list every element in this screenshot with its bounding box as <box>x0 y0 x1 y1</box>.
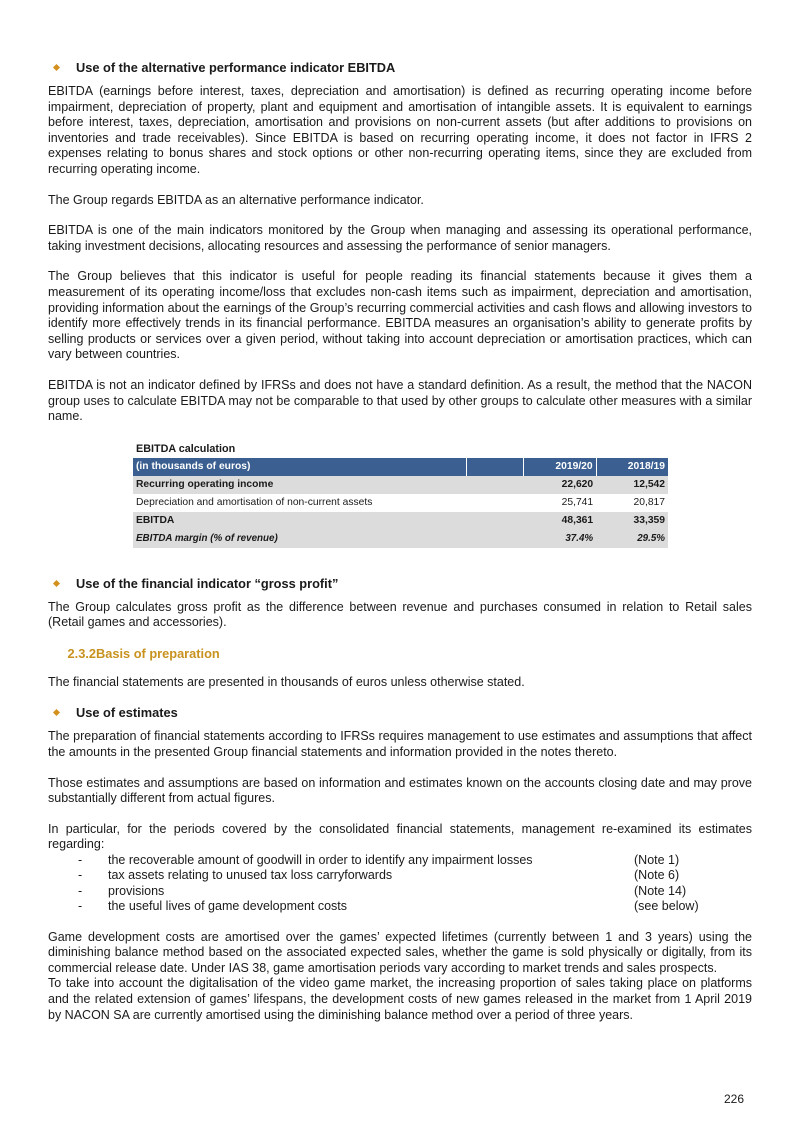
row-label: EBITDA <box>133 512 466 530</box>
table-row <box>133 530 668 548</box>
row-value-2018-19: 33,359 <box>596 512 668 530</box>
page-content <box>48 60 752 1023</box>
estimates-list <box>48 853 752 915</box>
list-item-note: (Note 1) <box>634 853 680 868</box>
digitalisation-paragraph: To take into account the digitalisation of the video game market, the increasing proportion of sales taking place on platforms and the related extension of games’ lifespans, the development costs of new games released in the market from 1 April 2019 by NACON SA are currently amortised using the diminishing balance method over a period of three years. <box>48 976 752 1022</box>
table-header-2018-19: 2018/19 <box>596 458 668 476</box>
list-item-text: provisions <box>108 883 165 898</box>
list-item <box>48 884 752 899</box>
ebitda-regard-paragraph: The Group regards EBITDA as an alternative performance indicator. <box>48 192 424 207</box>
table-header-2019-20: 2019/20 <box>524 458 596 476</box>
diamond-bullet-icon <box>53 580 60 587</box>
table-header-label: (in thousands of euros) <box>133 458 466 476</box>
row-label: Depreciation and amortisation of non-current assets <box>136 497 373 509</box>
list-item-note: (see below) <box>634 899 699 914</box>
table-row <box>133 494 668 512</box>
estimates-paragraph-3: In particular, for the periods covered by the consolidated financial statements, management re-examined its estimates regarding: <box>48 821 752 852</box>
estimates-heading <box>48 705 752 720</box>
list-item-text: the recoverable amount of goodwill in order to identify any impairment losses <box>108 853 533 868</box>
list-item-note: (Note 6) <box>634 868 680 883</box>
estimates-paragraph-1: The preparation of financial statements according to IFRSs requires management to use estimates and assumptions that affect the amounts in the presented Group financial statements and information provided in the notes thereto. <box>48 729 752 760</box>
list-item-text: tax assets relating to unused tax loss carryforwards <box>108 868 393 883</box>
ebitda-heading-text: Use of the alternative performance indicator EBITDA <box>76 60 396 75</box>
ebitda-definition-note-paragraph: EBITDA is not an indicator defined by IFRSs and does not have a standard definition. As a result, the method that the NACON group uses to calculate EBITDA may not be comparable to that used by other groups to calculate other measures with a similar name. <box>48 377 752 424</box>
list-item-text: the useful lives of game development costs <box>108 899 348 914</box>
row-value-2019-20: 37.4% <box>524 530 596 548</box>
ebitda-heading <box>48 60 752 75</box>
row-value-2019-20: 25,741 <box>561 497 594 509</box>
row-value-2019-20: 48,361 <box>524 512 596 530</box>
ebitda-monitoring-paragraph: EBITDA is one of the main indicators monitored by the Group when managing and assessing its operational performance, taking investment decisions, allocating resources and assessing the performance of senior managers. <box>48 223 752 253</box>
row-value-2018-19: 29.5% <box>596 530 668 548</box>
section-number: 2.3.2 <box>67 645 96 661</box>
row-label: EBITDA margin (% of revenue) <box>133 530 466 548</box>
table-row <box>133 476 668 494</box>
estimates-paragraph-2: Those estimates and assumptions are based on information and estimates known on the accounts closing date and may prove substantially different from actual figures. <box>48 775 752 806</box>
list-item <box>48 868 752 883</box>
list-dash: - <box>78 883 83 898</box>
list-dash: - <box>78 868 83 883</box>
table-header-spacer <box>466 458 524 476</box>
diamond-bullet-icon <box>53 64 60 71</box>
estimates-heading-text: Use of estimates <box>76 705 178 721</box>
row-value-2019-20: 22,620 <box>524 476 596 494</box>
gross-profit-heading-text: Use of the financial indicator “gross profit” <box>76 575 339 591</box>
list-dash: - <box>78 899 83 914</box>
list-item <box>48 899 752 914</box>
row-label: Recurring operating income <box>133 476 466 494</box>
page-number: 226 <box>724 1092 745 1106</box>
game-costs-paragraph: Game development costs are amortised over the games’ expected lifetimes (currently between 1 and 3 years) using the diminishing balance method based on the associated expected sales, whether the game is sold physically or digitally, from its commercial release date. Under IAS 38, game amortisation periods vary according to market trends and sales prospects. <box>48 929 752 975</box>
section-heading <box>48 646 752 661</box>
row-value-2018-19: 20,817 <box>633 497 665 509</box>
list-dash: - <box>78 853 83 868</box>
gross-profit-heading <box>48 576 752 591</box>
list-item <box>48 853 752 868</box>
ebitda-definition-paragraph: EBITDA (earnings before interest, taxes, depreciation and amortisation) is defined as recurring operating income before impairment, depreciation of property, plant and equipment and amortisation of intangible assets. It is equivalent to earnings before interest, taxes, depreciation, amortisation and provisions on non-current assets (but after additions to provisions on inventories and trade receivables). Since EBITDA is based on recurring operating income, it does not factor in IFRS 2 expenses relating to bonus shares and stock options or other non-recurring operating items, since they are excluded from recurring operating income. <box>48 84 752 176</box>
list-item-note: (Note 14) <box>634 883 687 898</box>
row-value-2018-19: 12,542 <box>596 476 668 494</box>
ebitda-usefulness-paragraph: The Group believes that this indicator is useful for people reading its financial statements because it gives them a measurement of its operating income/loss that excludes non-cash items such as impairment, depreciation and amortisation, providing information about the earnings of the Group’s recurring commercial activities and cash flows and allowing investors to identify more effectively trends in its financial performance. EBITDA measures an organisation’s ability to generate profits by selling products or services over a given period, without taking into account depreciation or amortisation practices, which can vary between countries. <box>48 269 752 362</box>
diamond-bullet-icon <box>53 709 60 716</box>
ebitda-table <box>133 440 668 548</box>
basis-paragraph: The financial statements are presented in thousands of euros unless otherwise stated. <box>48 674 525 689</box>
section-title: Basis of preparation <box>96 645 220 661</box>
table-row <box>133 512 668 530</box>
gross-profit-paragraph: The Group calculates gross profit as the difference between revenue and purchases consumed in relation to Retail sales (Retail games and accessories). <box>48 599 752 630</box>
table-caption: EBITDA calculation <box>136 442 236 455</box>
